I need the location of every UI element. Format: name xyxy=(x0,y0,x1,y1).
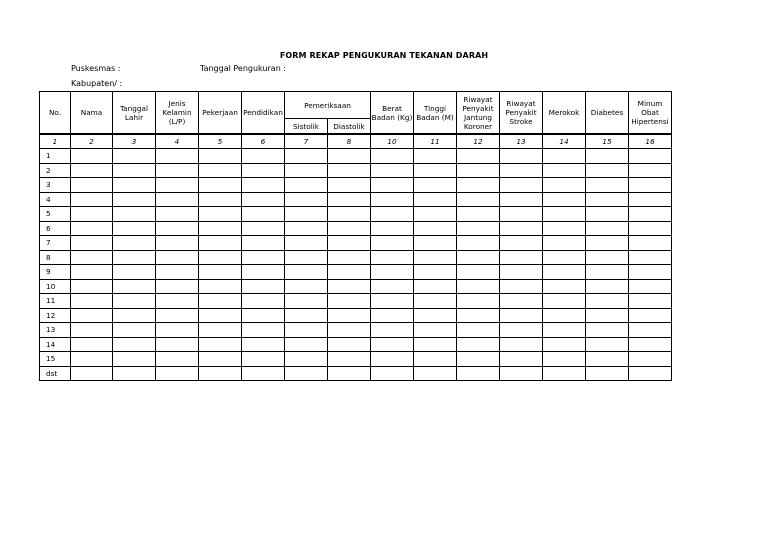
table-cell[interactable] xyxy=(457,279,500,294)
table-cell[interactable] xyxy=(414,323,457,338)
table-cell[interactable] xyxy=(629,163,672,178)
table-cell[interactable] xyxy=(199,207,242,222)
table-cell[interactable] xyxy=(543,265,586,280)
table-cell[interactable] xyxy=(242,236,285,251)
table-cell[interactable] xyxy=(543,221,586,236)
table-cell[interactable] xyxy=(586,265,629,280)
table-cell[interactable] xyxy=(242,250,285,265)
table-cell[interactable] xyxy=(71,308,113,323)
table-cell[interactable] xyxy=(242,149,285,164)
table-cell[interactable] xyxy=(199,221,242,236)
column-number: 12 xyxy=(457,134,500,149)
table-cell[interactable] xyxy=(156,207,199,222)
table-cell[interactable] xyxy=(113,308,156,323)
row-number: 3 xyxy=(40,178,71,193)
table-cell[interactable] xyxy=(629,294,672,309)
table-cell[interactable] xyxy=(543,178,586,193)
table-cell[interactable] xyxy=(586,178,629,193)
row-number: 14 xyxy=(40,337,71,352)
table-cell[interactable] xyxy=(328,250,371,265)
table-cell[interactable] xyxy=(71,178,113,193)
table-cell[interactable] xyxy=(199,236,242,251)
table-cell[interactable] xyxy=(199,294,242,309)
table-cell[interactable] xyxy=(414,294,457,309)
table-cell[interactable] xyxy=(113,366,156,381)
table-cell[interactable] xyxy=(371,250,414,265)
column-number: 6 xyxy=(242,134,285,149)
table-cell[interactable] xyxy=(500,308,543,323)
table-cell[interactable] xyxy=(113,265,156,280)
table-cell[interactable] xyxy=(371,221,414,236)
table-cell[interactable] xyxy=(543,250,586,265)
table-cell[interactable] xyxy=(328,236,371,251)
table-cell[interactable] xyxy=(242,366,285,381)
table-cell[interactable] xyxy=(71,207,113,222)
table-cell[interactable] xyxy=(285,337,328,352)
table-cell[interactable] xyxy=(543,294,586,309)
table-row xyxy=(40,149,672,164)
table-cell[interactable] xyxy=(71,236,113,251)
table-cell[interactable] xyxy=(242,265,285,280)
table-cell[interactable] xyxy=(586,236,629,251)
table-cell[interactable] xyxy=(71,149,113,164)
table-cell[interactable] xyxy=(414,337,457,352)
table-cell[interactable] xyxy=(113,178,156,193)
table-cell[interactable] xyxy=(629,352,672,367)
table-cell[interactable] xyxy=(586,149,629,164)
table-row xyxy=(40,352,672,367)
table-cell[interactable] xyxy=(457,149,500,164)
puskesmas-label: Puskesmas : xyxy=(71,64,121,73)
table-cell[interactable] xyxy=(500,178,543,193)
column-number: 11 xyxy=(414,134,457,149)
table-cell[interactable] xyxy=(371,337,414,352)
tanggal-pengukuran-label: Tanggal Pengukuran : xyxy=(200,64,286,73)
table-cell[interactable] xyxy=(543,352,586,367)
table-cell[interactable] xyxy=(285,207,328,222)
row-number: 1 xyxy=(40,149,71,164)
table-cell[interactable] xyxy=(543,308,586,323)
table-cell[interactable] xyxy=(285,265,328,280)
table-cell[interactable] xyxy=(71,265,113,280)
table-cell[interactable] xyxy=(371,294,414,309)
table-cell[interactable] xyxy=(199,279,242,294)
table-cell[interactable] xyxy=(156,352,199,367)
table-cell[interactable] xyxy=(156,337,199,352)
table-row xyxy=(40,221,672,236)
table-cell[interactable] xyxy=(586,279,629,294)
table-cell[interactable] xyxy=(71,294,113,309)
table-cell[interactable] xyxy=(500,192,543,207)
table-cell[interactable] xyxy=(414,192,457,207)
table-cell[interactable] xyxy=(414,149,457,164)
table-row xyxy=(40,366,672,381)
table-cell[interactable] xyxy=(156,250,199,265)
table-cell[interactable] xyxy=(113,236,156,251)
table-cell[interactable] xyxy=(629,323,672,338)
table-cell[interactable] xyxy=(629,221,672,236)
table-row xyxy=(40,337,672,352)
table-cell[interactable] xyxy=(199,163,242,178)
column-number: 2 xyxy=(71,134,113,149)
table-cell[interactable] xyxy=(414,279,457,294)
table-cell[interactable] xyxy=(586,221,629,236)
table-row xyxy=(40,279,672,294)
table-cell[interactable] xyxy=(500,221,543,236)
table-cell[interactable] xyxy=(543,207,586,222)
table-cell[interactable] xyxy=(328,308,371,323)
header-pemeriksaan: Pemeriksaan xyxy=(285,92,371,119)
table-cell[interactable] xyxy=(199,149,242,164)
table-cell[interactable] xyxy=(457,308,500,323)
column-number: 16 xyxy=(629,134,672,149)
table-cell[interactable] xyxy=(457,366,500,381)
table-cell[interactable] xyxy=(199,250,242,265)
table-cell[interactable] xyxy=(285,163,328,178)
table-cell[interactable] xyxy=(328,221,371,236)
row-number: 9 xyxy=(40,265,71,280)
table-row xyxy=(40,207,672,222)
table-row xyxy=(40,236,672,251)
header-riwayat-jantung: Riwayat Penyakit Jantung Koroner xyxy=(457,92,500,135)
table-cell[interactable] xyxy=(586,352,629,367)
table-cell[interactable] xyxy=(285,308,328,323)
table-cell[interactable] xyxy=(629,308,672,323)
table-cell[interactable] xyxy=(285,149,328,164)
table-cell[interactable] xyxy=(113,352,156,367)
table-cell[interactable] xyxy=(113,163,156,178)
table-cell[interactable] xyxy=(371,163,414,178)
table-cell[interactable] xyxy=(328,294,371,309)
table-cell[interactable] xyxy=(500,163,543,178)
table-cell[interactable] xyxy=(457,265,500,280)
table-cell[interactable] xyxy=(328,352,371,367)
table-cell[interactable] xyxy=(156,178,199,193)
header-diastolik: Diastolik xyxy=(328,119,371,135)
table-cell[interactable] xyxy=(629,207,672,222)
table-cell[interactable] xyxy=(285,221,328,236)
table-cell[interactable] xyxy=(457,207,500,222)
table-cell[interactable] xyxy=(371,352,414,367)
table-cell[interactable] xyxy=(371,178,414,193)
row-number: 2 xyxy=(40,163,71,178)
table-cell[interactable] xyxy=(285,236,328,251)
table-cell[interactable] xyxy=(500,337,543,352)
table-row xyxy=(40,294,672,309)
table-cell[interactable] xyxy=(414,178,457,193)
table-cell[interactable] xyxy=(500,149,543,164)
table-cell[interactable] xyxy=(242,337,285,352)
table-cell[interactable] xyxy=(500,366,543,381)
column-number: 1 xyxy=(40,134,71,149)
column-number: 4 xyxy=(156,134,199,149)
table-cell[interactable] xyxy=(71,366,113,381)
table-cell[interactable] xyxy=(457,163,500,178)
rekap-table xyxy=(39,91,672,381)
table-cell[interactable] xyxy=(543,366,586,381)
table-cell[interactable] xyxy=(586,337,629,352)
table-cell[interactable] xyxy=(113,250,156,265)
table-cell[interactable] xyxy=(586,294,629,309)
table-cell[interactable] xyxy=(328,323,371,338)
table-cell[interactable] xyxy=(242,163,285,178)
table-cell[interactable] xyxy=(113,337,156,352)
table-cell[interactable] xyxy=(285,323,328,338)
table-cell[interactable] xyxy=(371,149,414,164)
table-cell[interactable] xyxy=(328,337,371,352)
table-cell[interactable] xyxy=(414,250,457,265)
row-number: 8 xyxy=(40,250,71,265)
table-cell[interactable] xyxy=(414,163,457,178)
row-number: dst xyxy=(40,366,71,381)
row-number: 7 xyxy=(40,236,71,251)
table-cell[interactable] xyxy=(500,279,543,294)
table-cell[interactable] xyxy=(113,294,156,309)
table-cell[interactable] xyxy=(629,265,672,280)
table-cell[interactable] xyxy=(242,352,285,367)
table-cell[interactable] xyxy=(242,178,285,193)
table-cell[interactable] xyxy=(371,323,414,338)
row-number: 10 xyxy=(40,279,71,294)
table-row xyxy=(40,250,672,265)
column-number: 13 xyxy=(500,134,543,149)
table-cell[interactable] xyxy=(629,337,672,352)
table-cell[interactable] xyxy=(328,149,371,164)
table-cell[interactable] xyxy=(156,221,199,236)
column-number-row xyxy=(40,134,672,149)
row-number: 6 xyxy=(40,221,71,236)
table-cell[interactable] xyxy=(371,308,414,323)
table-cell[interactable] xyxy=(328,163,371,178)
table-cell[interactable] xyxy=(71,323,113,338)
table-cell[interactable] xyxy=(586,207,629,222)
table-cell[interactable] xyxy=(242,323,285,338)
table-cell[interactable] xyxy=(199,323,242,338)
table-cell[interactable] xyxy=(328,265,371,280)
column-number: 3 xyxy=(113,134,156,149)
table-cell[interactable] xyxy=(285,366,328,381)
table-cell[interactable] xyxy=(71,250,113,265)
table-cell[interactable] xyxy=(113,221,156,236)
table-cell[interactable] xyxy=(543,149,586,164)
table-cell[interactable] xyxy=(457,236,500,251)
table-cell[interactable] xyxy=(629,236,672,251)
table-cell[interactable] xyxy=(500,323,543,338)
table-cell[interactable] xyxy=(371,236,414,251)
header-diabetes: Diabetes xyxy=(586,92,629,135)
row-number: 4 xyxy=(40,192,71,207)
table-cell[interactable] xyxy=(500,250,543,265)
header-merokok: Merokok xyxy=(543,92,586,135)
table-cell[interactable] xyxy=(71,337,113,352)
table-cell[interactable] xyxy=(414,236,457,251)
table-cell[interactable] xyxy=(156,279,199,294)
table-cell[interactable] xyxy=(586,366,629,381)
table-cell[interactable] xyxy=(543,163,586,178)
table-cell[interactable] xyxy=(199,178,242,193)
table-cell[interactable] xyxy=(371,265,414,280)
table-cell[interactable] xyxy=(156,163,199,178)
table-cell[interactable] xyxy=(457,294,500,309)
table-row xyxy=(40,323,672,338)
table-cell[interactable] xyxy=(371,366,414,381)
table-cell[interactable] xyxy=(414,352,457,367)
table-cell[interactable] xyxy=(71,221,113,236)
column-number: 7 xyxy=(285,134,328,149)
table-cell[interactable] xyxy=(500,352,543,367)
column-number: 14 xyxy=(543,134,586,149)
table-cell[interactable] xyxy=(629,279,672,294)
table-cell[interactable] xyxy=(543,337,586,352)
header-no: No. xyxy=(40,92,71,135)
row-number: 15 xyxy=(40,352,71,367)
table-cell[interactable] xyxy=(113,192,156,207)
table-cell[interactable] xyxy=(113,207,156,222)
table-cell[interactable] xyxy=(71,192,113,207)
table-cell[interactable] xyxy=(242,192,285,207)
table-row xyxy=(40,308,672,323)
column-number: 15 xyxy=(586,134,629,149)
table-cell[interactable] xyxy=(242,294,285,309)
table-cell[interactable] xyxy=(156,308,199,323)
table-cell[interactable] xyxy=(457,323,500,338)
table-cell[interactable] xyxy=(156,323,199,338)
table-cell[interactable] xyxy=(285,192,328,207)
column-number: 8 xyxy=(328,134,371,149)
table-cell[interactable] xyxy=(242,308,285,323)
row-number: 5 xyxy=(40,207,71,222)
table-cell[interactable] xyxy=(371,192,414,207)
table-cell[interactable] xyxy=(328,366,371,381)
table-cell[interactable] xyxy=(199,352,242,367)
table-cell[interactable] xyxy=(414,308,457,323)
table-cell[interactable] xyxy=(285,294,328,309)
header-minum-obat: Minum Obat Hipertensi xyxy=(629,92,672,135)
header-tinggi-badan: Tinggi Badan (M) xyxy=(414,92,457,135)
table-cell[interactable] xyxy=(156,192,199,207)
table-cell[interactable] xyxy=(414,221,457,236)
table-cell[interactable] xyxy=(371,207,414,222)
table-cell[interactable] xyxy=(586,163,629,178)
table-cell[interactable] xyxy=(71,163,113,178)
table-cell[interactable] xyxy=(629,366,672,381)
table-cell[interactable] xyxy=(457,352,500,367)
table-cell[interactable] xyxy=(586,250,629,265)
table-cell[interactable] xyxy=(586,192,629,207)
table-cell[interactable] xyxy=(199,265,242,280)
header-jenis-kelamin: Jenis Kelamin (L/P) xyxy=(156,92,199,135)
table-cell[interactable] xyxy=(543,323,586,338)
table-cell[interactable] xyxy=(242,207,285,222)
table-cell[interactable] xyxy=(629,149,672,164)
header-pendidikan: Pendidikan xyxy=(242,92,285,135)
form-title: FORM REKAP PENGUKURAN TEKANAN DARAH xyxy=(279,51,489,60)
kabupaten-label: Kabupaten/ : xyxy=(71,79,123,88)
table-cell[interactable] xyxy=(414,265,457,280)
table-row xyxy=(40,265,672,280)
table-cell[interactable] xyxy=(500,265,543,280)
table-cell[interactable] xyxy=(328,279,371,294)
table-row xyxy=(40,192,672,207)
table-cell[interactable] xyxy=(629,178,672,193)
table-cell[interactable] xyxy=(199,366,242,381)
table-cell[interactable] xyxy=(543,236,586,251)
table-cell[interactable] xyxy=(457,178,500,193)
header-tanggal-lahir: Tanggal Lahir xyxy=(113,92,156,135)
header-pekerjaan: Pekerjaan xyxy=(199,92,242,135)
table-cell[interactable] xyxy=(242,221,285,236)
row-number: 12 xyxy=(40,308,71,323)
table-cell[interactable] xyxy=(156,265,199,280)
table-cell[interactable] xyxy=(457,250,500,265)
table-cell[interactable] xyxy=(543,192,586,207)
table-cell[interactable] xyxy=(586,323,629,338)
table-cell[interactable] xyxy=(457,337,500,352)
table-cell[interactable] xyxy=(71,279,113,294)
table-cell[interactable] xyxy=(156,294,199,309)
table-cell[interactable] xyxy=(586,308,629,323)
table-cell[interactable] xyxy=(328,192,371,207)
header-nama: Nama xyxy=(71,92,113,135)
table-cell[interactable] xyxy=(199,337,242,352)
table-cell[interactable] xyxy=(199,192,242,207)
header-sistolik: Sistolik xyxy=(285,119,328,135)
table-cell[interactable] xyxy=(113,323,156,338)
column-number: 5 xyxy=(199,134,242,149)
table-cell[interactable] xyxy=(156,366,199,381)
table-cell[interactable] xyxy=(156,149,199,164)
table-cell[interactable] xyxy=(328,178,371,193)
row-number: 13 xyxy=(40,323,71,338)
table-cell[interactable] xyxy=(629,192,672,207)
table-cell[interactable] xyxy=(543,279,586,294)
table-cell[interactable] xyxy=(113,149,156,164)
table-cell[interactable] xyxy=(371,279,414,294)
table-row xyxy=(40,178,672,193)
table-cell[interactable] xyxy=(71,352,113,367)
table-cell[interactable] xyxy=(328,207,371,222)
table-cell[interactable] xyxy=(285,178,328,193)
table-cell[interactable] xyxy=(414,207,457,222)
table-cell[interactable] xyxy=(457,221,500,236)
table-cell[interactable] xyxy=(414,366,457,381)
column-number: 10 xyxy=(371,134,414,149)
table-cell[interactable] xyxy=(457,192,500,207)
table-cell[interactable] xyxy=(500,294,543,309)
table-cell[interactable] xyxy=(199,308,242,323)
table-cell[interactable] xyxy=(113,279,156,294)
table-cell[interactable] xyxy=(500,207,543,222)
header-riwayat-stroke: Riwayat Penyakit Stroke xyxy=(500,92,543,135)
table-row xyxy=(40,163,672,178)
table-cell[interactable] xyxy=(285,352,328,367)
table-cell[interactable] xyxy=(156,236,199,251)
table-cell[interactable] xyxy=(629,250,672,265)
table-cell[interactable] xyxy=(242,279,285,294)
header-berat-badan: Berat Badan (Kg) xyxy=(371,92,414,135)
table-cell[interactable] xyxy=(285,279,328,294)
row-number: 11 xyxy=(40,294,71,309)
table-cell[interactable] xyxy=(285,250,328,265)
table-cell[interactable] xyxy=(500,236,543,251)
